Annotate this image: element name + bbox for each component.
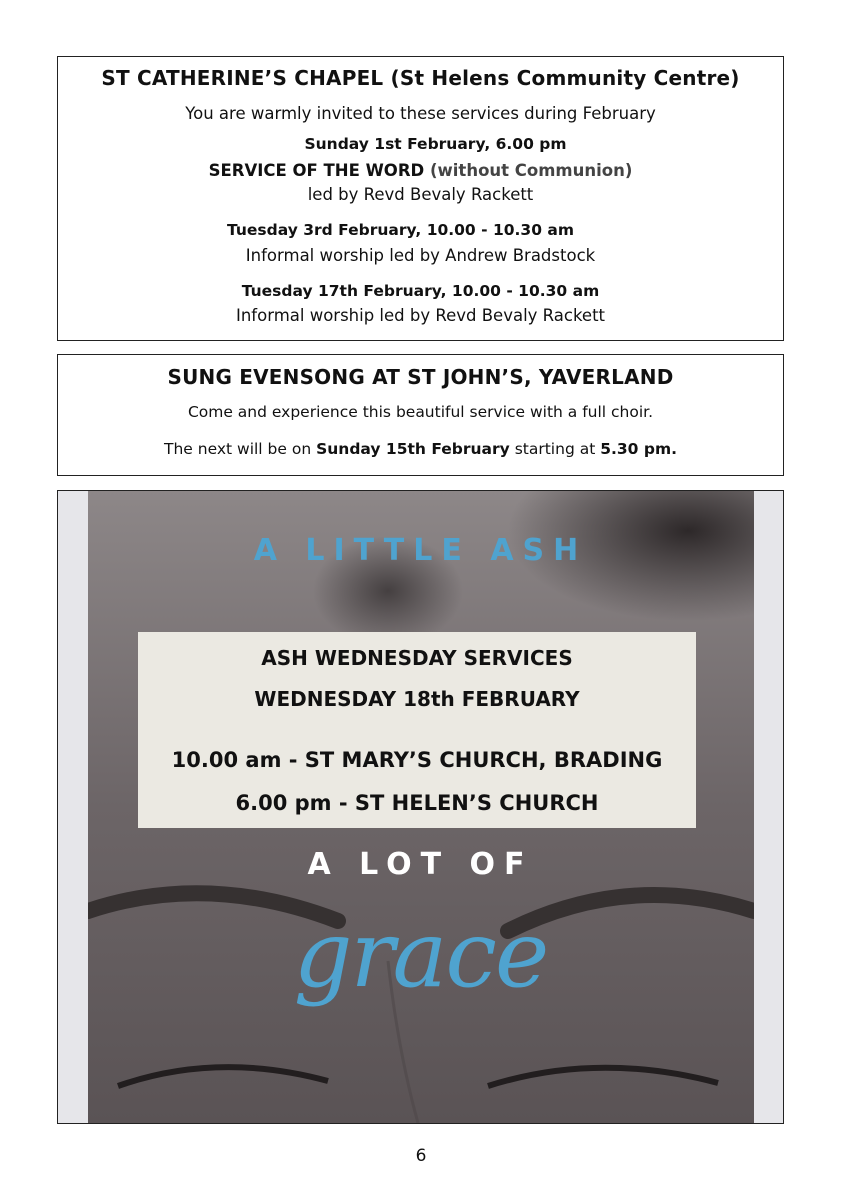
evensong-time: 5.30 pm. (600, 440, 677, 458)
panel-service-am: 10.00 am - ST MARY’S CHURCH, BRADING (171, 748, 663, 772)
chapel-title: ST CATHERINE’S CHAPEL (St Helens Community Centre) (101, 66, 740, 90)
service2-desc: Informal worship led by Andrew Bradstock (245, 246, 596, 265)
service3-desc: Informal worship led by Revd Bevaly Rackett (235, 306, 606, 325)
poster-top-text: A LITTLE ASH (253, 533, 588, 568)
ash-wednesday-poster (57, 490, 784, 1124)
poster-script-text: grace (293, 901, 548, 1008)
service1-leader: led by Revd Bevaly Rackett (307, 185, 534, 204)
panel-date: WEDNESDAY 18th FEBRUARY (254, 687, 580, 711)
evensong-line2-mid: starting at (509, 440, 601, 458)
panel-service-pm: 6.00 pm - ST HELEN’S CHURCH (235, 791, 599, 815)
service3-date: Tuesday 17th February, 10.00 - 10.30 am (241, 282, 600, 300)
evensong-box (57, 354, 784, 476)
evensong-line2 (58, 440, 783, 458)
poster-middle-text: A LOT OF (307, 847, 534, 882)
chapel-intro: You are warmly invited to these services during February (185, 104, 656, 123)
page-number: 6 (415, 1146, 427, 1166)
service2-date: Tuesday 3rd February, 10.00 - 10.30 am (227, 221, 574, 239)
evensong-title: SUNG EVENSONG AT ST JOHN’S, YAVERLAND (167, 365, 674, 389)
evensong-date: Sunday 15th February (316, 440, 510, 458)
service1-title-note: (without Communion) (424, 161, 633, 180)
evensong-line1: Come and experience this beautiful service with a full choir. (187, 403, 654, 421)
panel-heading: ASH WEDNESDAY SERVICES (261, 646, 573, 670)
evensong-line2-prefix: The next will be on (164, 440, 317, 458)
service1-title-main: SERVICE OF THE WORD (208, 161, 425, 180)
ash-wednesday-panel (138, 632, 696, 828)
chapel-services-box (57, 56, 784, 341)
service1-date: Sunday 1st February, 6.00 pm (304, 135, 567, 153)
service1-title (58, 161, 783, 180)
